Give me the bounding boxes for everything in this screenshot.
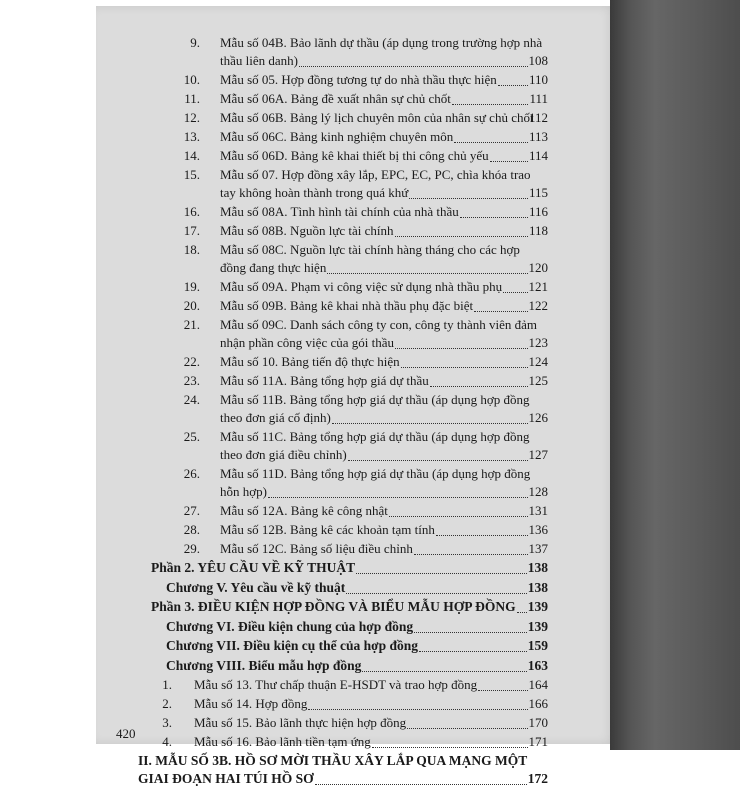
toc-entry-text: Mẫu số 06C. Bảng kinh nghiệm chuyên môn [220, 128, 454, 144]
toc-entry-line [96, 147, 616, 165]
toc-entry-text: nhận phần công việc của gói thầu [220, 335, 394, 350]
toc-entry-text: thầu liên danh) [220, 53, 298, 69]
toc-page-number: 139 [527, 618, 548, 634]
toc-entry-line [96, 297, 616, 315]
toc-leader-dots [327, 273, 527, 274]
toc-page-number: 121 [528, 278, 548, 294]
toc-entry-line [96, 372, 616, 390]
toc-entry-text: Mẫu số 09B. Bảng kê khai nhà thầu phụ đặc biệt [220, 297, 474, 313]
toc-entry-line [96, 618, 616, 636]
toc-entry-text: Chương VI. Điều kiện chung của hợp đồng [166, 618, 414, 634]
toc-entry-text: II. MẪU SỐ 3B. HỒ SƠ MỜI THẦU XÂY LẮP QUA MẠNG MỘT [138, 752, 528, 768]
toc-entry-number: 11. [184, 91, 200, 107]
toc-entry-line [96, 166, 616, 184]
toc-page-number: 116 [528, 203, 548, 219]
toc-entry-line [96, 483, 616, 501]
toc-entry-text: Mẫu số 13. Thư chấp thuận E-HSDT và trao hợp đồng [194, 677, 478, 692]
toc-entry-text: Mẫu số 08C. Nguồn lực tài chính hàng tháng cho các hợp [220, 241, 520, 257]
toc-leader-dots [315, 784, 527, 785]
toc-entry-text: Mẫu số 08A. Tình hình tài chính của nhà thầu [220, 203, 459, 219]
toc-entry-line [96, 52, 616, 70]
toc-entry-number: 19. [183, 278, 200, 294]
toc-entry-text: Mẫu số 11A. Bảng tổng hợp giá dự thầu [220, 372, 429, 388]
toc-entry-line [96, 446, 616, 464]
toc-entry-number: 21. [183, 316, 200, 332]
toc-entry-text: Mẫu số 11C. Bảng tổng hợp giá dự thầu (áp dụng hợp đồng [220, 428, 530, 444]
toc-page-number: 110 [528, 72, 548, 88]
toc-entry-text: hỗn hợp) [220, 484, 267, 500]
toc-entry-text: Chương VIII. Biểu mẫu hợp đồng [166, 657, 362, 673]
toc-entry-text: Phần 2. YÊU CẦU VỀ KỸ THUẬT [151, 560, 356, 575]
toc-entry-number: 23. [183, 372, 200, 388]
toc-page-number: 136 [528, 522, 548, 538]
toc-entry-number: 13. [183, 128, 200, 144]
toc-entry-line [96, 540, 616, 558]
toc-page-number: 137 [528, 541, 548, 557]
toc-leader-dots [299, 66, 528, 67]
toc-page-number: 111 [529, 91, 548, 107]
toc-page-number: 159 [527, 638, 548, 653]
toc-page-number: 163 [527, 657, 548, 673]
toc-page-number: 124 [528, 353, 548, 369]
toc-entry-text: Mẫu số 12C. Bảng số liệu điều chỉnh [220, 541, 413, 557]
toc-entry-text: Mẫu số 16. Bảo lãnh tiền tạm ứng [194, 733, 371, 749]
toc-entry-line [96, 391, 616, 409]
toc-entry-text: Mẫu số 14. Hợp đồng [194, 695, 308, 711]
toc-page-number: 115 [528, 185, 548, 200]
toc-page-number: 127 [528, 447, 548, 463]
toc-entry-line [96, 128, 616, 146]
toc-entry-line [96, 90, 616, 108]
toc-entry-text: Mẫu số 12B. Bảng kê các khoản tạm tính [220, 522, 435, 538]
toc-entry-line [96, 184, 616, 202]
page-number: 420 [116, 726, 136, 741]
toc-entry-line [96, 316, 616, 334]
toc-leader-dots [348, 460, 528, 461]
toc-entry-line [96, 714, 616, 732]
toc-entry-line [96, 71, 616, 89]
toc-leader-dots [389, 516, 528, 517]
toc-entry-text: Mẫu số 15. Bảo lãnh thực hiện hợp đồng [194, 714, 407, 730]
toc-entry-line [96, 733, 616, 751]
toc-page-number: 114 [528, 147, 548, 163]
toc-entry-text: đồng đang thực hiện [220, 260, 327, 275]
toc-entry-text: Mẫu số 11D. Bảng tổng hợp giá dự thầu (áp dụng hợp đồng [220, 466, 531, 482]
toc-entry-line [96, 559, 616, 577]
toc-entry-number: 1. [162, 677, 172, 692]
toc-entry-text: Mẫu số 09C. Danh sách công ty con, công ty thành viên đảm [220, 316, 537, 332]
toc-entry-text: Chương V. Yêu cầu về kỹ thuật [166, 579, 346, 595]
toc-entry-text: theo đơn giá cố định) [220, 410, 331, 425]
toc-entry-text: Mẫu số 06D. Bảng kê khai thiết bị thi công chủ yếu [220, 147, 489, 163]
toc-entry-number: 25. [183, 428, 200, 444]
toc-page-number: 125 [528, 372, 548, 388]
toc-page-number: 170 [528, 714, 548, 730]
toc-entry-number: 29. [183, 541, 200, 557]
toc-entry-text: Mẫu số 06B. Bảng lý lịch chuyên môn của nhân sự chủ chốt [220, 110, 534, 125]
toc-entry-line [96, 109, 616, 127]
toc-page-number: 139 [527, 599, 548, 614]
toc-entry-line [96, 241, 616, 259]
toc-leader-dots [268, 497, 528, 498]
toc-entry-line [96, 428, 616, 446]
toc-entry-number: 15. [183, 166, 200, 182]
toc-entry-line [96, 752, 616, 770]
toc-entry-text: Phần 3. ĐIỀU KIỆN HỢP ĐỒNG VÀ BIỂU MẪU HỢP ĐỒNG [151, 599, 516, 614]
toc-entry-text: Mẫu số 06A. Bảng đề xuất nhân sự chủ chốt [220, 91, 451, 107]
toc-leader-dots [372, 747, 528, 748]
toc-entry-number: 20. [183, 297, 200, 313]
toc-entry-text: Mẫu số 11B. Bảng tổng hợp giá dự thầu (áp dụng hợp đồng [220, 391, 530, 407]
toc-entry-text: Mẫu số 07. Hợp đồng xây lắp, EPC, EC, PC, chìa khóa trao [220, 166, 531, 182]
toc-entry-number: 28. [183, 522, 200, 538]
toc-entry-line [96, 34, 616, 52]
toc-page-number: 122 [528, 297, 548, 313]
toc-entry-number: 27. [183, 503, 200, 519]
toc-page-number: 166 [528, 695, 548, 711]
toc-entry-number: 3. [162, 714, 172, 730]
toc-page-number: 113 [528, 128, 548, 144]
toc-entry-number: 12. [183, 110, 200, 125]
toc-entry-text: Mẫu số 09A. Phạm vi công việc sử dụng nhà thầu phụ [220, 278, 503, 294]
toc-entry-number: 2. [162, 695, 172, 711]
toc-entry-text: tay không hoàn thành trong quá khứ [220, 185, 409, 200]
toc-entry-line [96, 353, 616, 371]
toc-entry-text: Mẫu số 08B. Nguồn lực tài chính [220, 222, 394, 238]
toc-page-number: 164 [528, 677, 548, 692]
toc-entry-line [96, 657, 616, 675]
toc-leader-dots [332, 423, 528, 424]
toc-entry-line [96, 637, 616, 655]
toc-page-number: 138 [527, 560, 548, 575]
toc-entry-number: 9. [190, 35, 200, 50]
toc-entry-line [96, 676, 616, 694]
toc-entry-text: Mẫu số 12A. Bảng kê công nhật [220, 503, 388, 519]
toc-page-number: 172 [527, 770, 548, 786]
toc-entry-text: theo đơn giá điều chỉnh) [220, 447, 347, 463]
toc-entry-number: 26. [183, 466, 200, 482]
toc-entry-number: 24. [183, 391, 200, 407]
toc-entry-line [96, 695, 616, 713]
toc-leader-dots [362, 671, 526, 672]
toc-page-number: 108 [528, 53, 548, 69]
toc-entry-line [96, 502, 616, 520]
toc-entry-line [96, 598, 616, 616]
toc-entry-number: 10. [183, 72, 200, 88]
toc-entry-text: Mẫu số 04B. Bảo lãnh dự thầu (áp dụng trong trường hợp nhà [220, 35, 543, 50]
toc-entry-number: 18. [183, 241, 200, 257]
toc-entry-number: 16. [183, 203, 200, 219]
toc-entry-number: 22. [183, 353, 200, 369]
toc-entry-number: 4. [162, 733, 172, 749]
toc-page-number: 131 [528, 503, 548, 519]
toc-entry-line [96, 203, 616, 221]
toc-page-number: 120 [528, 260, 548, 275]
toc-entry-text: Chương VII. Điều kiện cụ thể của hợp đồng [166, 638, 418, 653]
toc-entry-line [96, 259, 616, 277]
toc-entry-text: Mẫu số 10. Bảng tiến độ thực hiện [220, 353, 400, 369]
page-margin [740, 0, 750, 750]
toc-page-number: 112 [528, 110, 548, 125]
toc-entry-line [96, 222, 616, 240]
toc-page-number: 123 [528, 335, 548, 350]
toc-leader-dots [308, 709, 527, 710]
toc-leader-dots [356, 573, 527, 574]
toc-page-number: 171 [528, 733, 548, 749]
toc-entry-text: GIAI ĐOẠN HAI TÚI HỒ SƠ [138, 770, 314, 786]
book-page [96, 6, 616, 786]
toc-entry-line [96, 334, 616, 352]
toc-entry-line [96, 770, 616, 788]
toc-entry-line [96, 465, 616, 483]
toc-entry-line [96, 521, 616, 539]
toc-entry-line [96, 278, 616, 296]
toc-page-number: 118 [528, 222, 548, 238]
toc-page-number: 128 [528, 484, 548, 500]
toc-leader-dots [346, 593, 527, 594]
toc-entry-number: 14. [183, 147, 200, 163]
toc-entry-line [96, 579, 616, 597]
toc-entry-text: Mẫu số 05. Hợp đồng tương tự do nhà thầu thực hiện [220, 72, 497, 88]
toc-entry-number: 17. [183, 222, 200, 238]
toc-entry-line [96, 409, 616, 427]
toc-page-number: 126 [528, 410, 548, 425]
toc-page-number: 138 [527, 579, 548, 595]
book-spine-shadow [610, 0, 750, 750]
